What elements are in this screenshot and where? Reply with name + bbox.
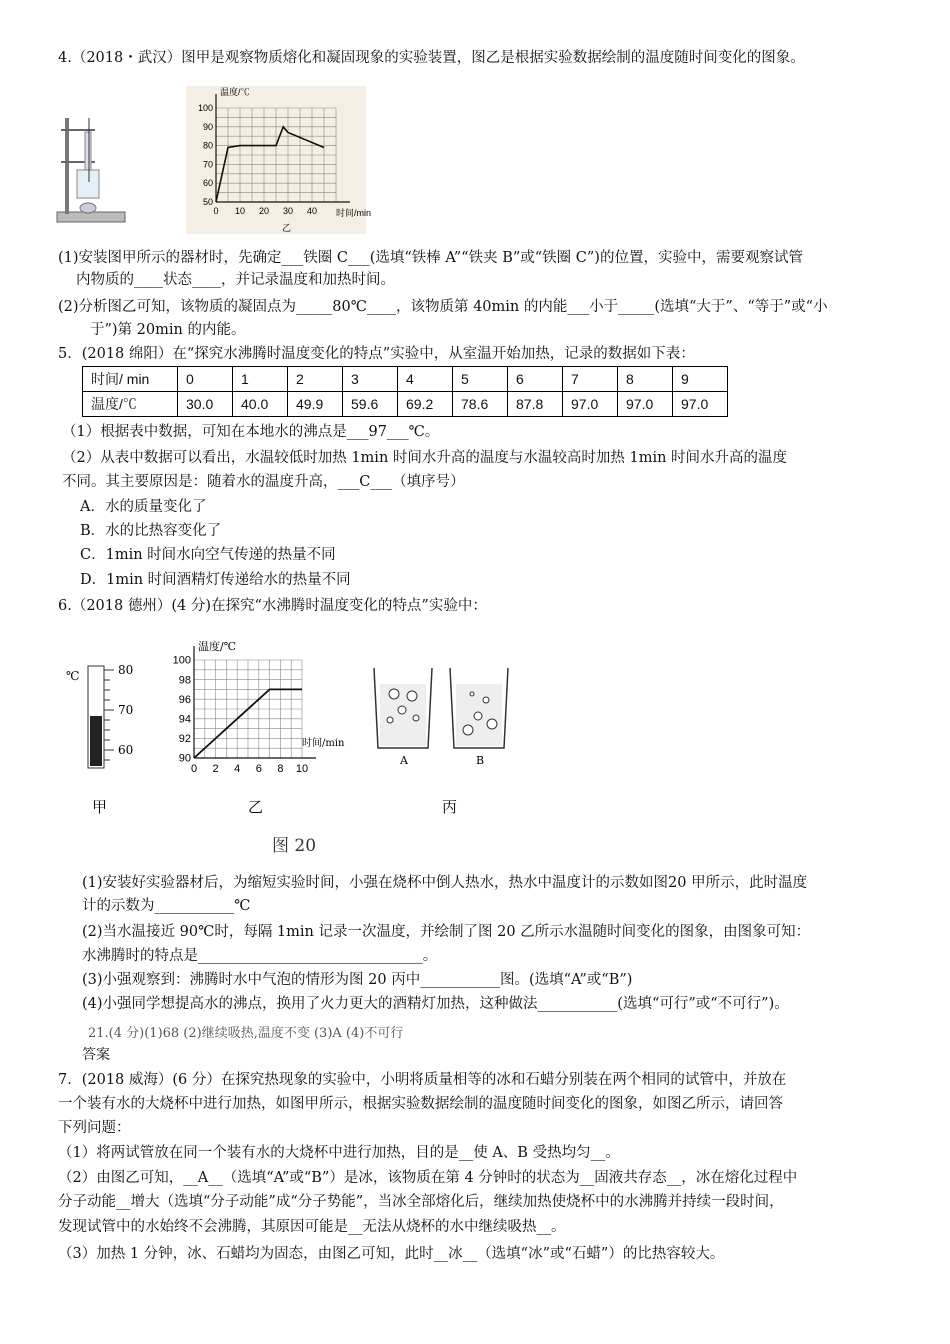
figure-caption-yi: 乙 bbox=[248, 798, 264, 816]
q7-part2a: （2）由图乙可知，__A__（选填“A”或“B”）是冰，该物质在第 4 分钟时的状态为__固液共存态__，冰在熔化过程中 bbox=[58, 1170, 798, 1186]
table-cell: 7 bbox=[563, 367, 618, 392]
table-cell: 30.0 bbox=[178, 392, 233, 417]
q4-temp-graph bbox=[186, 86, 372, 234]
table-cell: 5 bbox=[453, 367, 508, 392]
q6-stem: 6.（2018 德州）(4 分)在探究“水沸腾时温度变化的特点”实验中： bbox=[58, 598, 487, 614]
q6-graph-title: 温度/℃ bbox=[198, 640, 237, 653]
thermometer-unit: ℃ bbox=[66, 669, 80, 683]
table-cell: 4 bbox=[398, 367, 453, 392]
x-tick-label: 20 bbox=[258, 206, 270, 216]
q5-option-d: D．1min 时间酒精灯传递给水的热量不同 bbox=[80, 572, 351, 588]
x-tick-label: 40 bbox=[306, 206, 318, 216]
q6-part4: (4)小强同学想提高水的沸点，换用了火力更大的酒精灯加热，这种做法___________(选填“可行”或“不可行”)。 bbox=[82, 996, 789, 1012]
q5-data-table bbox=[82, 366, 728, 417]
q5-option-a: A．水的质量变化了 bbox=[80, 499, 207, 515]
thermometer-liquid-column bbox=[90, 716, 102, 766]
table-header-cell: 时间/ min bbox=[83, 367, 178, 392]
table-cell: 1 bbox=[233, 367, 288, 392]
table-row bbox=[83, 367, 728, 392]
q5-option-b: B．水的比热容变化了 bbox=[80, 523, 222, 539]
q6-graph-xlabel: 时间/min bbox=[302, 738, 345, 749]
q6-part2a: (2)当水温接近 90℃时，每隔 1min 记录一次温度，并绘制了图 20 乙所示水温随时间变化的图象，由图象可知： bbox=[82, 924, 811, 940]
x-tick-label: 0 bbox=[213, 206, 219, 216]
y-tick-label: 60 bbox=[202, 178, 213, 189]
y-tick-label: 98 bbox=[178, 674, 191, 687]
table-cell: 6 bbox=[508, 367, 563, 392]
q6-part1a: (1)安装好实验器材后，为缩短实验时间，小强在烧杯中倒人热水，热水中温度计的示数如图20 甲所示，此时温度 bbox=[82, 875, 808, 891]
table-cell: 69.2 bbox=[398, 392, 453, 417]
x-tick-label: 30 bbox=[282, 206, 294, 216]
table-cell: 49.9 bbox=[288, 392, 343, 417]
figure-caption-bing: 丙 bbox=[442, 798, 458, 816]
q7-part1: （1）将两试管放在同一个装有水的大烧杯中进行加热，目的是__使 A、B 受热均匀__。 bbox=[58, 1145, 620, 1161]
q6-thermometer-figure bbox=[58, 660, 148, 820]
q5-part2b: 不同。其主要原因是：随着水的温度升高，___C___（填序号） bbox=[62, 474, 465, 490]
y-tick-label: 100 bbox=[172, 654, 191, 667]
q7-stem-line1: 7．(2018 威海）(6 分）在探究热现象的实验中，小明将质量相等的冰和石蜡分别装在两个相同的试管中，并放在 bbox=[58, 1072, 787, 1088]
q4-part1a: (1)安装图甲所示的器材时，先确定___铁圈 C___(选填“铁棒 A”“铁夹 B”或“铁圈 C”)的位置，实验中，需要观察试管 bbox=[58, 250, 803, 266]
q6-part3: (3)小强观察到：沸腾时水中气泡的情形为图 20 丙中___________图。(选填“A”或“B”) bbox=[82, 972, 633, 988]
q4-stem: 4.（2018・武汉）图甲是观察物质熔化和凝固现象的实验装置，图乙是根据实验数据绘制的温度随时间变化的图象。 bbox=[58, 50, 805, 66]
q5-stem: 5．(2018 绵阳）在“探究水沸腾时温度变化的特点”实验中，从室温开始加热，记录的数据如下表： bbox=[58, 346, 695, 362]
x-tick-label: 0 bbox=[190, 763, 198, 775]
beaker-b bbox=[450, 668, 508, 748]
y-tick-label: 80 bbox=[202, 140, 213, 151]
q6-beakers-figure bbox=[368, 660, 518, 820]
y-tick-label: 90 bbox=[202, 121, 213, 132]
table-cell: 78.6 bbox=[453, 392, 508, 417]
table-cell: 9 bbox=[673, 367, 728, 392]
x-tick-label: 8 bbox=[277, 763, 284, 775]
q4-graph-title: 温度/℃ bbox=[220, 87, 250, 97]
q5-part2a: （2）从表中数据可以看出，水温较低时加热 1min 时间水升高的温度与水温较高时加热 1min 时间水升高的温度 bbox=[62, 450, 788, 466]
q5-part1: （1）根据表中数据，可知在本地水的沸点是___97___℃。 bbox=[62, 424, 440, 440]
table-cell: 8 bbox=[618, 367, 673, 392]
q6-answer-label: 答案 bbox=[82, 1047, 110, 1063]
q4-apparatus-image bbox=[55, 112, 127, 230]
q6-temp-graph bbox=[162, 638, 362, 820]
figure-caption-jia: 甲 bbox=[92, 798, 108, 816]
table-cell: 40.0 bbox=[233, 392, 288, 417]
q4-part2b: 于”)第 20min 的内能。 bbox=[90, 322, 246, 338]
q7-stem-line2: 一个装有水的大烧杯中进行加热，如图甲所示，根据实验数据绘制的温度随时间变化的图象，如图乙所示，请回答 bbox=[58, 1096, 783, 1112]
beaker-a bbox=[374, 668, 432, 748]
table-header-cell: 温度/℃ bbox=[83, 392, 178, 417]
x-tick-label: 6 bbox=[255, 763, 262, 775]
table-row bbox=[83, 392, 728, 417]
q4-part2a: (2)分析图乙可知，该物质的凝固点为_____80℃____，该物质第 40min 的内能___小于_____(选填“大于”、“等于”或“小 bbox=[58, 299, 828, 315]
q7-part2c: 发现试管中的水始终不会沸腾，其原因可能是__无法从烧杯的水中继续吸热__。 bbox=[58, 1219, 566, 1235]
table-cell: 0 bbox=[178, 367, 233, 392]
table-cell: 59.6 bbox=[343, 392, 398, 417]
q6-figure-caption: 图 20 bbox=[272, 836, 317, 856]
q5-option-c: C．1min 时间水向空气传递的热量不同 bbox=[80, 547, 336, 563]
y-tick-label: 96 bbox=[178, 693, 191, 706]
q6-part1b: 计的示数为___________℃ bbox=[82, 898, 251, 914]
q7-part2b: 分子动能__增大（选填“分子动能”成“分子势能”，当冰全部熔化后，继续加热使烧杯中的水沸腾并持续一段时间， bbox=[58, 1194, 784, 1210]
x-tick-label: 10 bbox=[234, 206, 246, 216]
q7-part3: （3）加热 1 分钟，冰、石蜡均为固态，由图乙可知，此时__冰__（选填“冰”或“石蜡”）的比热容较大。 bbox=[58, 1246, 725, 1262]
table-cell: 97.0 bbox=[563, 392, 618, 417]
table-cell: 97.0 bbox=[673, 392, 728, 417]
thermometer-tick-label: 70 bbox=[118, 703, 134, 717]
q7-stem-line3: 下列问题： bbox=[58, 1120, 131, 1136]
y-tick-label: 70 bbox=[202, 159, 213, 170]
table-cell: 2 bbox=[288, 367, 343, 392]
q6-answer-clip bbox=[82, 1020, 562, 1064]
y-tick-label: 50 bbox=[202, 197, 213, 207]
q4-part1b: 内物质的____状态____，并记录温度和加热时间。 bbox=[76, 272, 395, 288]
x-tick-label: 2 bbox=[212, 763, 219, 775]
x-tick-label: 10 bbox=[295, 763, 309, 775]
table-cell: 3 bbox=[343, 367, 398, 392]
y-tick-label: 100 bbox=[197, 103, 213, 113]
y-tick-label: 94 bbox=[178, 713, 191, 726]
q4-graph-xlabel: 时间/min bbox=[336, 208, 372, 218]
y-tick-label: 92 bbox=[178, 733, 191, 746]
table-cell: 97.0 bbox=[618, 392, 673, 417]
thermometer-tick-label: 80 bbox=[118, 663, 134, 677]
beaker-label-a: A bbox=[400, 754, 408, 767]
y-tick-label: 90 bbox=[178, 752, 191, 765]
q6-part2b: 水沸腾时的特点是_______________________________。 bbox=[82, 948, 438, 964]
thermometer-tick-label: 60 bbox=[118, 743, 134, 757]
q4-graph-caption: 乙 bbox=[282, 223, 292, 233]
q6-answer-text: 21.(4 分)(1)68 (2)继续吸热,温度不变 (3)A (4)不可行 bbox=[88, 1026, 404, 1041]
beaker-label-b: B bbox=[476, 754, 485, 767]
table-cell: 87.8 bbox=[508, 392, 563, 417]
x-tick-label: 4 bbox=[234, 763, 241, 775]
